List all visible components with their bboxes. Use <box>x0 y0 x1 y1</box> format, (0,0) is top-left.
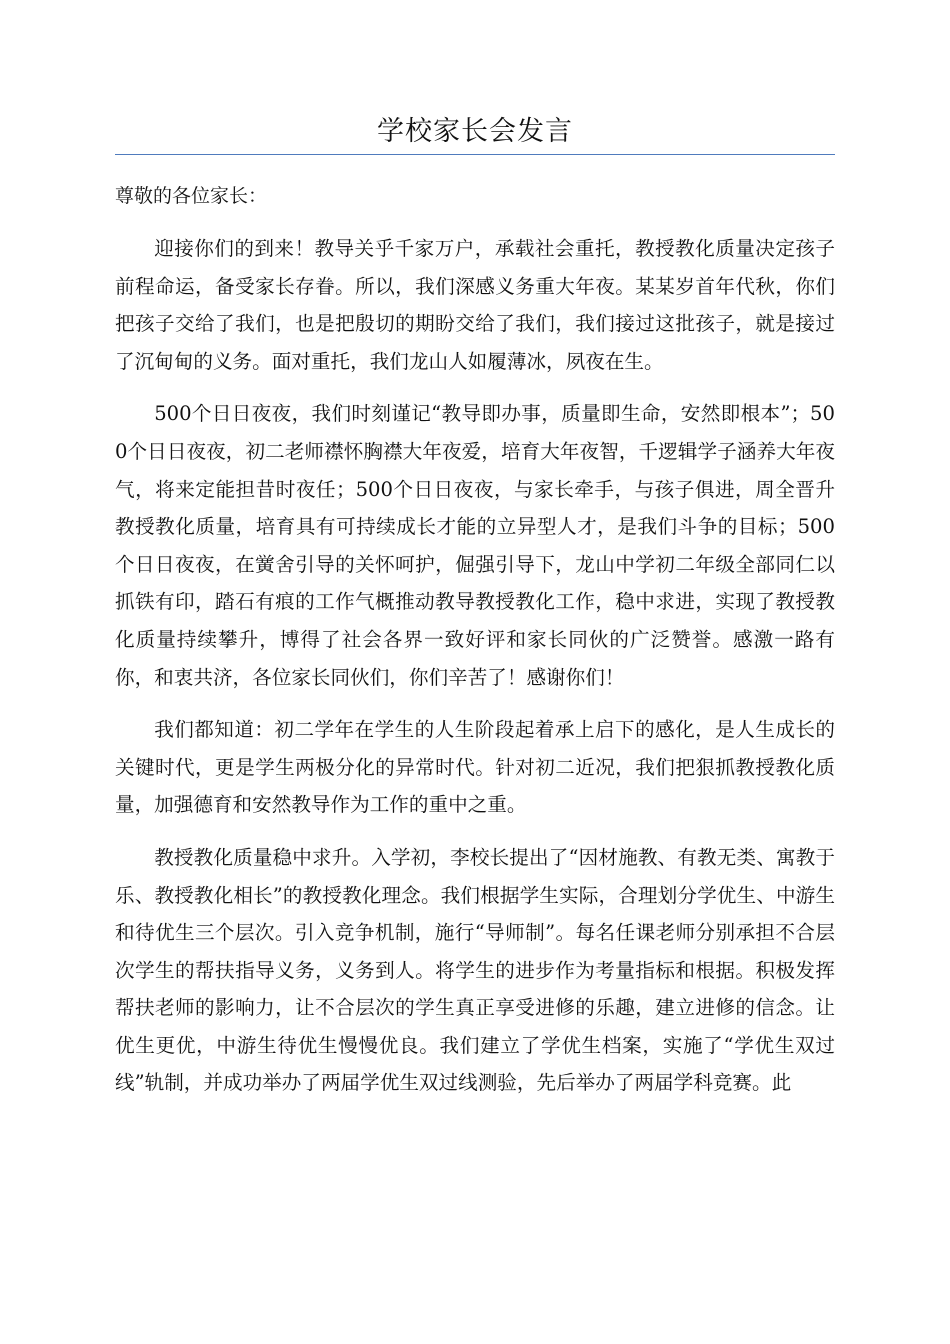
paragraph: 我们都知道：初二学年在学生的人生阶段起着承上启下的感化，是人生成长的关键时代，更是学生两极分化的异常时代。针对初二近况，我们把狠抓教授教化质量，加强德育和安然教导作为工作的重中之重。 <box>115 718 835 817</box>
paragraph: 500个日日夜夜，我们时刻谨记“教导即办事，质量即生命，安然即根本”；500个日日夜夜，初二老师襟怀胸襟大年夜爱，培育大年夜智，千逻辑学子涵养大年夜气，将来定能担昔时夜任；500个日日夜夜，与家长牵手，与孩子俱进，周全晋升教授教化质量，培育具有可持续成长才能的立异型人才，是我们斗争的目标；500个日日夜夜，在黉舍引导的关怀呵护，倔强引导下，龙山中学初二年级全部同仁以抓铁有印，踏石有痕的工作气概推动教导教授教化工作，稳中求进，实现了教授教化质量持续攀升，博得了社会各界一致好评和家长同伙的广泛赞誉。感激一路有你，和衷共济，各位家长同伙们，你们辛苦了！感谢你们！ <box>115 402 835 689</box>
salutation: 尊敬的各位家长： <box>115 185 268 207</box>
title-underline <box>115 154 835 155</box>
document-body <box>115 230 835 1117</box>
document-title: 学校家长会发言 <box>377 116 573 147</box>
paragraph: 教授教化质量稳中求升。入学初，李校长提出了“因材施教、有教无类、寓教于乐、教授教化相长”的教授教化理念。我们根据学生实际，合理划分学优生、中游生和待优生三个层次。引入竞争机制，施行“导师制”。每名任课老师分别承担不合层次学生的帮扶指导义务，义务到人。将学生的进步作为考量指标和根据。积极发挥帮扶老师的影响力，让不合层次的学生真正享受进修的乐趣，建立进修的信念。让优生更优，中游生待优生慢慢优良。我们建立了学优生档案，实施了“学优生双过线”轨制，并成功举办了两届学优生双过线测验，先后举办了两届学科竞赛。此 <box>115 845 835 1095</box>
paragraph: 迎接你们的到来！教导关乎千家万户，承载社会重托，教授教化质量决定孩子前程命运，备受家长存眷。所以，我们深感义务重大年夜。某某岁首年代秋，你们把孩子交给了我们，也是把殷切的期盼交给了我们，我们接过这批孩子，就是接过了沉甸甸的义务。面对重托，我们龙山人如履薄冰，夙夜在生。 <box>115 237 835 373</box>
